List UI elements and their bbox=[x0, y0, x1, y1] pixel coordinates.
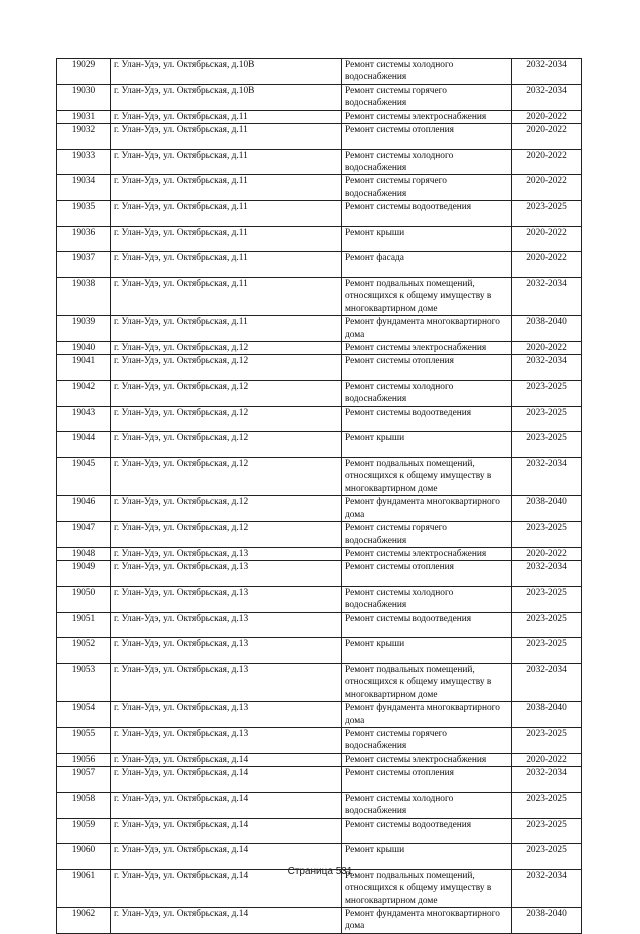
table-row bbox=[57, 818, 582, 844]
row-number-cell: 19045 bbox=[57, 458, 111, 496]
work-type-cell: Ремонт системы холодного водоснабжения bbox=[342, 149, 512, 175]
period-cell: 2020-2022 bbox=[512, 124, 582, 150]
row-number-cell: 19047 bbox=[57, 522, 111, 548]
address-cell: г. Улан-Удэ, ул. Октябрьская, д.11 bbox=[111, 226, 342, 252]
table-row bbox=[57, 201, 582, 227]
table-row bbox=[57, 342, 582, 355]
work-type-cell: Ремонт системы водоотведения bbox=[342, 818, 512, 844]
row-number-cell: 19046 bbox=[57, 496, 111, 522]
work-type-cell: Ремонт системы электроснабжения bbox=[342, 547, 512, 560]
table-row bbox=[57, 458, 582, 496]
address-cell: г. Улан-Удэ, ул. Октябрьская, д.12 bbox=[111, 432, 342, 458]
period-cell: 2020-2022 bbox=[512, 149, 582, 175]
period-cell: 2023-2025 bbox=[512, 586, 582, 612]
work-type-cell: Ремонт системы отопления bbox=[342, 355, 512, 381]
period-cell: 2020-2022 bbox=[512, 342, 582, 355]
table-row bbox=[57, 663, 582, 701]
work-type-cell: Ремонт системы холодного водоснабжения bbox=[342, 59, 512, 85]
table-row bbox=[57, 702, 582, 728]
work-type-cell: Ремонт системы электроснабжения bbox=[342, 110, 512, 123]
period-cell: 2023-2025 bbox=[512, 406, 582, 432]
table-row bbox=[57, 355, 582, 381]
period-cell: 2032-2034 bbox=[512, 355, 582, 381]
address-cell: г. Улан-Удэ, ул. Октябрьская, д.14 bbox=[111, 818, 342, 844]
address-cell: г. Улан-Удэ, ул. Октябрьская, д.13 bbox=[111, 586, 342, 612]
address-cell: г. Улан-Удэ, ул. Октябрьская, д.10В bbox=[111, 84, 342, 110]
row-number-cell: 19049 bbox=[57, 561, 111, 587]
table-row bbox=[57, 432, 582, 458]
address-cell: г. Улан-Удэ, ул. Октябрьская, д.13 bbox=[111, 638, 342, 664]
table-row bbox=[57, 612, 582, 638]
address-cell: г. Улан-Удэ, ул. Октябрьская, д.11 bbox=[111, 252, 342, 278]
address-cell: г. Улан-Удэ, ул. Октябрьская, д.10В bbox=[111, 59, 342, 85]
address-cell: г. Улан-Удэ, ул. Октябрьская, д.14 bbox=[111, 844, 342, 870]
page-number: Страница 531 bbox=[287, 866, 353, 877]
work-type-cell: Ремонт фундамента многоквартирного дома bbox=[342, 702, 512, 728]
address-cell: г. Улан-Удэ, ул. Октябрьская, д.13 bbox=[111, 727, 342, 753]
row-number-cell: 19041 bbox=[57, 355, 111, 381]
table-row bbox=[57, 767, 582, 793]
row-number-cell: 19032 bbox=[57, 124, 111, 150]
work-type-cell: Ремонт системы отопления bbox=[342, 767, 512, 793]
row-number-cell: 19055 bbox=[57, 727, 111, 753]
address-cell: г. Улан-Удэ, ул. Октябрьская, д.12 bbox=[111, 496, 342, 522]
table-row bbox=[57, 727, 582, 753]
address-cell: г. Улан-Удэ, ул. Октябрьская, д.11 bbox=[111, 201, 342, 227]
table-row bbox=[57, 175, 582, 201]
period-cell: 2038-2040 bbox=[512, 702, 582, 728]
address-cell: г. Улан-Удэ, ул. Октябрьская, д.14 bbox=[111, 907, 342, 933]
address-cell: г. Улан-Удэ, ул. Октябрьская, д.12 bbox=[111, 522, 342, 548]
row-number-cell: 19056 bbox=[57, 753, 111, 766]
work-type-cell: Ремонт системы водоотведения bbox=[342, 201, 512, 227]
row-number-cell: 19044 bbox=[57, 432, 111, 458]
row-number-cell: 19033 bbox=[57, 149, 111, 175]
period-cell: 2032-2034 bbox=[512, 458, 582, 496]
table-row bbox=[57, 226, 582, 252]
period-cell: 2023-2025 bbox=[512, 844, 582, 870]
work-type-cell: Ремонт крыши bbox=[342, 638, 512, 664]
row-number-cell: 19052 bbox=[57, 638, 111, 664]
work-type-cell: Ремонт системы холодного водоснабжения bbox=[342, 792, 512, 818]
row-number-cell: 19037 bbox=[57, 252, 111, 278]
table-row bbox=[57, 753, 582, 766]
row-number-cell: 19059 bbox=[57, 818, 111, 844]
row-number-cell: 19053 bbox=[57, 663, 111, 701]
row-number-cell: 19054 bbox=[57, 702, 111, 728]
address-cell: г. Улан-Удэ, ул. Октябрьская, д.14 bbox=[111, 869, 342, 907]
period-cell: 2032-2034 bbox=[512, 561, 582, 587]
address-cell: г. Улан-Удэ, ул. Октябрьская, д.13 bbox=[111, 561, 342, 587]
row-number-cell: 19042 bbox=[57, 381, 111, 407]
work-type-cell: Ремонт крыши bbox=[342, 432, 512, 458]
row-number-cell: 19030 bbox=[57, 84, 111, 110]
row-number-cell: 19029 bbox=[57, 59, 111, 85]
period-cell: 2032-2034 bbox=[512, 869, 582, 907]
row-number-cell: 19062 bbox=[57, 907, 111, 933]
work-type-cell: Ремонт системы горячего водоснабжения bbox=[342, 727, 512, 753]
row-number-cell: 19039 bbox=[57, 316, 111, 342]
address-cell: г. Улан-Удэ, ул. Октябрьская, д.14 bbox=[111, 792, 342, 818]
period-cell: 2023-2025 bbox=[512, 612, 582, 638]
work-type-cell: Ремонт системы холодного водоснабжения bbox=[342, 381, 512, 407]
period-cell: 2032-2034 bbox=[512, 663, 582, 701]
repair-schedule-table bbox=[56, 58, 582, 934]
period-cell: 2038-2040 bbox=[512, 496, 582, 522]
address-cell: г. Улан-Удэ, ул. Октябрьская, д.14 bbox=[111, 753, 342, 766]
period-cell: 2023-2025 bbox=[512, 727, 582, 753]
table-row bbox=[57, 792, 582, 818]
table-row bbox=[57, 496, 582, 522]
work-type-cell: Ремонт системы горячего водоснабжения bbox=[342, 522, 512, 548]
table-row bbox=[57, 278, 582, 316]
period-cell: 2020-2022 bbox=[512, 547, 582, 560]
work-type-cell: Ремонт крыши bbox=[342, 844, 512, 870]
work-type-cell: Ремонт крыши bbox=[342, 226, 512, 252]
row-number-cell: 19050 bbox=[57, 586, 111, 612]
table-row bbox=[57, 638, 582, 664]
row-number-cell: 19036 bbox=[57, 226, 111, 252]
work-type-cell: Ремонт системы отопления bbox=[342, 561, 512, 587]
address-cell: г. Улан-Удэ, ул. Октябрьская, д.11 bbox=[111, 149, 342, 175]
work-type-cell: Ремонт подвальных помещений, относящихся к общему имуществу в многоквартирном доме bbox=[342, 458, 512, 496]
table-row bbox=[57, 316, 582, 342]
work-type-cell: Ремонт фундамента многоквартирного дома bbox=[342, 907, 512, 933]
period-cell: 2023-2025 bbox=[512, 638, 582, 664]
table-body bbox=[57, 59, 582, 934]
row-number-cell: 19043 bbox=[57, 406, 111, 432]
address-cell: г. Улан-Удэ, ул. Октябрьская, д.13 bbox=[111, 702, 342, 728]
period-cell: 2023-2025 bbox=[512, 818, 582, 844]
table-row bbox=[57, 381, 582, 407]
work-type-cell: Ремонт фасада bbox=[342, 252, 512, 278]
row-number-cell: 19048 bbox=[57, 547, 111, 560]
address-cell: г. Улан-Удэ, ул. Октябрьская, д.11 bbox=[111, 278, 342, 316]
table-row bbox=[57, 561, 582, 587]
table-row bbox=[57, 124, 582, 150]
period-cell: 2032-2034 bbox=[512, 59, 582, 85]
table-row bbox=[57, 59, 582, 85]
work-type-cell: Ремонт системы холодного водоснабжения bbox=[342, 586, 512, 612]
work-type-cell: Ремонт системы водоотведения bbox=[342, 612, 512, 638]
table-row bbox=[57, 586, 582, 612]
address-cell: г. Улан-Удэ, ул. Октябрьская, д.11 bbox=[111, 316, 342, 342]
period-cell: 2038-2040 bbox=[512, 907, 582, 933]
period-cell: 2023-2025 bbox=[512, 201, 582, 227]
row-number-cell: 19035 bbox=[57, 201, 111, 227]
table-row bbox=[57, 406, 582, 432]
work-type-cell: Ремонт системы электроснабжения bbox=[342, 753, 512, 766]
row-number-cell: 19034 bbox=[57, 175, 111, 201]
address-cell: г. Улан-Удэ, ул. Октябрьская, д.12 bbox=[111, 458, 342, 496]
work-type-cell: Ремонт фундамента многоквартирного дома bbox=[342, 316, 512, 342]
address-cell: г. Улан-Удэ, ул. Октябрьская, д.12 bbox=[111, 342, 342, 355]
table-row bbox=[57, 110, 582, 123]
work-type-cell: Ремонт системы электроснабжения bbox=[342, 342, 512, 355]
address-cell: г. Улан-Удэ, ул. Октябрьская, д.14 bbox=[111, 767, 342, 793]
work-type-cell: Ремонт системы горячего водоснабжения bbox=[342, 84, 512, 110]
table-row bbox=[57, 252, 582, 278]
address-cell: г. Улан-Удэ, ул. Октябрьская, д.11 bbox=[111, 124, 342, 150]
address-cell: г. Улан-Удэ, ул. Октябрьская, д.11 bbox=[111, 175, 342, 201]
row-number-cell: 19060 bbox=[57, 844, 111, 870]
work-type-cell: Ремонт фундамента многоквартирного дома bbox=[342, 496, 512, 522]
work-type-cell: Ремонт системы отопления bbox=[342, 124, 512, 150]
address-cell: г. Улан-Удэ, ул. Октябрьская, д.12 bbox=[111, 355, 342, 381]
table-row bbox=[57, 149, 582, 175]
table-row bbox=[57, 84, 582, 110]
row-number-cell: 19040 bbox=[57, 342, 111, 355]
period-cell: 2023-2025 bbox=[512, 522, 582, 548]
table-row bbox=[57, 522, 582, 548]
work-type-cell: Ремонт подвальных помещений, относящихся к общему имуществу в многоквартирном доме bbox=[342, 869, 512, 907]
period-cell: 2032-2034 bbox=[512, 767, 582, 793]
period-cell: 2020-2022 bbox=[512, 110, 582, 123]
address-cell: г. Улан-Удэ, ул. Октябрьская, д.13 bbox=[111, 547, 342, 560]
row-number-cell: 19061 bbox=[57, 869, 111, 907]
row-number-cell: 19051 bbox=[57, 612, 111, 638]
row-number-cell: 19057 bbox=[57, 767, 111, 793]
address-cell: г. Улан-Удэ, ул. Октябрьская, д.11 bbox=[111, 110, 342, 123]
work-type-cell: Ремонт системы водоотведения bbox=[342, 406, 512, 432]
period-cell: 2020-2022 bbox=[512, 753, 582, 766]
address-cell: г. Улан-Удэ, ул. Октябрьская, д.13 bbox=[111, 663, 342, 701]
period-cell: 2038-2040 bbox=[512, 316, 582, 342]
row-number-cell: 19038 bbox=[57, 278, 111, 316]
period-cell: 2023-2025 bbox=[512, 381, 582, 407]
period-cell: 2023-2025 bbox=[512, 792, 582, 818]
period-cell: 2023-2025 bbox=[512, 432, 582, 458]
work-type-cell: Ремонт системы горячего водоснабжения bbox=[342, 175, 512, 201]
period-cell: 2020-2022 bbox=[512, 175, 582, 201]
address-cell: г. Улан-Удэ, ул. Октябрьская, д.12 bbox=[111, 381, 342, 407]
row-number-cell: 19058 bbox=[57, 792, 111, 818]
work-type-cell: Ремонт подвальных помещений, относящихся к общему имуществу в многоквартирном доме bbox=[342, 278, 512, 316]
period-cell: 2032-2034 bbox=[512, 84, 582, 110]
address-cell: г. Улан-Удэ, ул. Октябрьская, д.13 bbox=[111, 612, 342, 638]
period-cell: 2020-2022 bbox=[512, 252, 582, 278]
table-row bbox=[57, 907, 582, 933]
address-cell: г. Улан-Удэ, ул. Октябрьская, д.12 bbox=[111, 406, 342, 432]
table-row bbox=[57, 547, 582, 560]
period-cell: 2020-2022 bbox=[512, 226, 582, 252]
period-cell: 2032-2034 bbox=[512, 278, 582, 316]
row-number-cell: 19031 bbox=[57, 110, 111, 123]
work-type-cell: Ремонт подвальных помещений, относящихся к общему имуществу в многоквартирном доме bbox=[342, 663, 512, 701]
